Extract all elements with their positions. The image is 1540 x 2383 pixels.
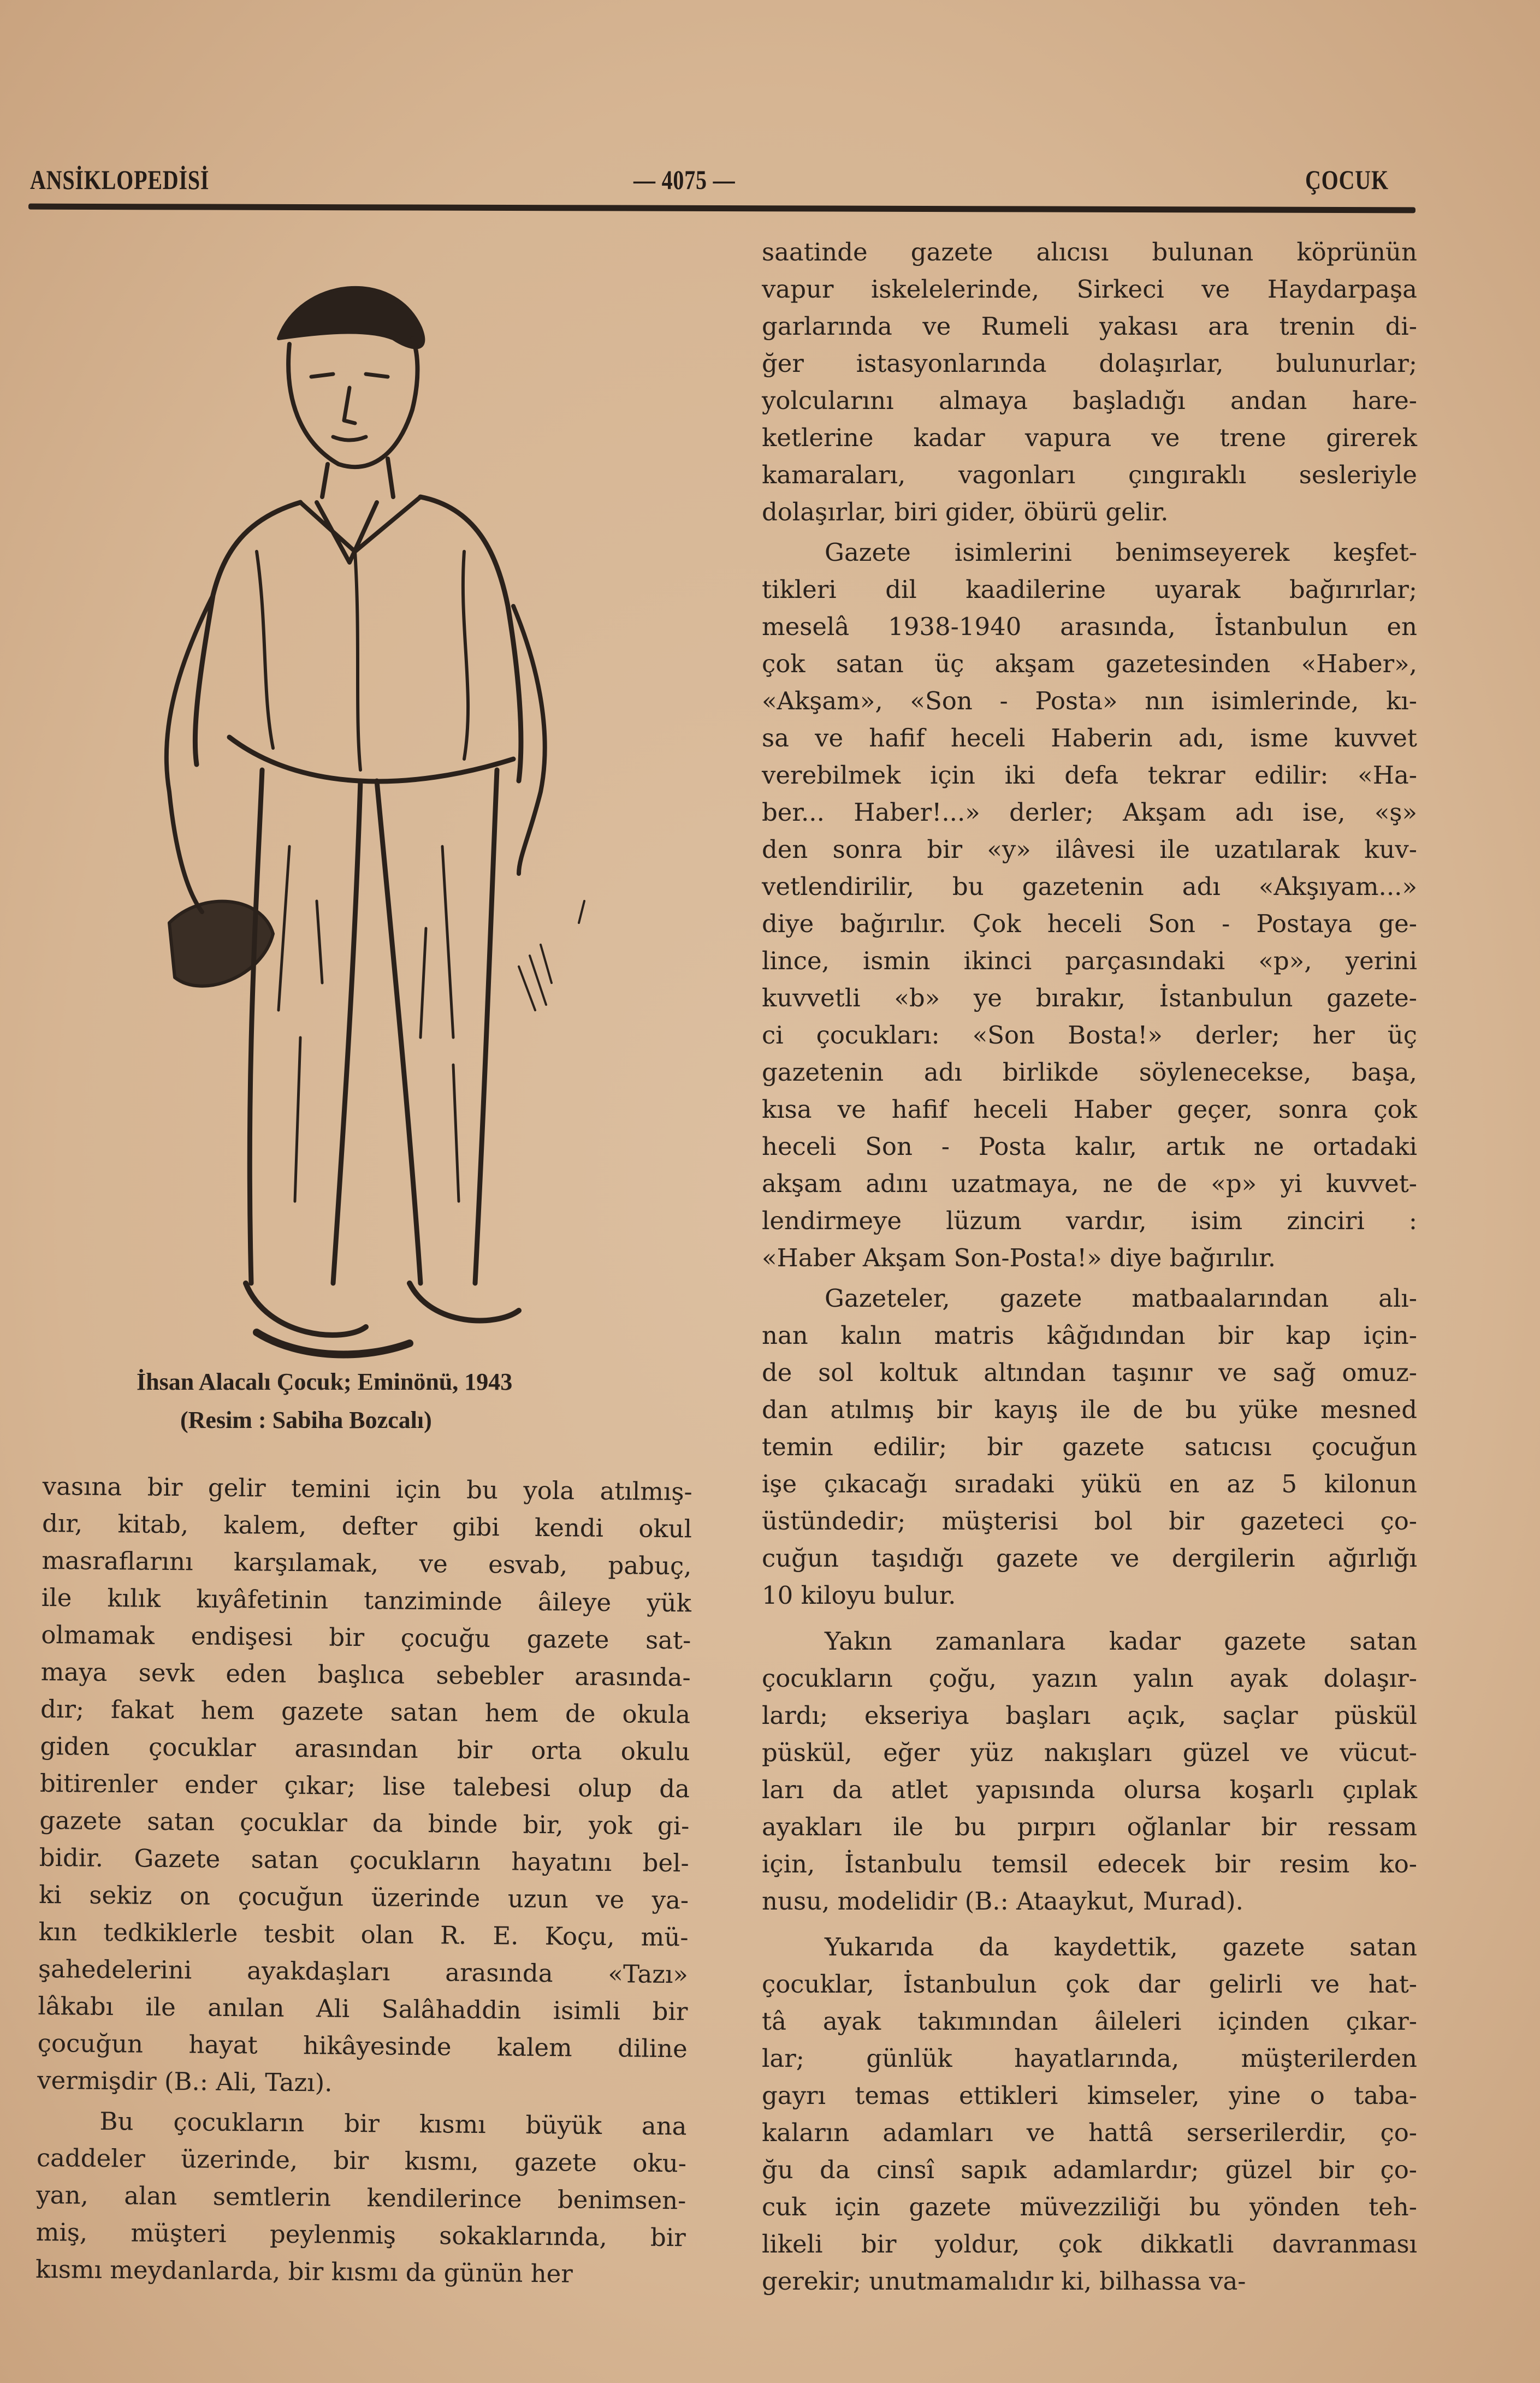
text-line: nusu, modelidir (B.: Ataaykut, Murad). [762,1887,1243,1916]
text-line: lendirmeye lüzum vardır, isim zinciri : [762,1206,1417,1235]
text-line: «Akşam», «Son - Posta» nın isimlerinde, kı- [762,686,1417,715]
text-line: Gazeteler, gazete matbaalarından alı- [825,1284,1417,1313]
text-line: kısmı meydanlarda, bir kısmı da günün her [35,2254,573,2289]
text-line: cuk için gazete müvezziliği bu yönden teh- [762,2192,1417,2221]
text-line: den sonra bir «y» ilâvesi ile uzatılarak kuv- [762,835,1417,864]
text-line: bitirenler ender çıkar; lise talebesi olup da [39,1768,690,1804]
text-line: gerekir; unutmamalıdır ki, bilhassa va- [762,2267,1246,2296]
text-line: ki sekiz on çocuğun üzerinde uzun ve ya- [38,1880,689,1915]
text-line: çocukların çoğu, yazın yalın ayak dolaşır- [762,1664,1417,1693]
text-line: nan kalın matris kâğıdından bir kap için- [762,1321,1417,1350]
paragraph [762,234,1417,531]
paragraph [762,1280,1417,1614]
text-line: Yukarıda da kaydettik, gazete satan [825,1933,1417,1961]
text-line: giden çocuklar arasından bir orta okulu [40,1731,690,1766]
text-line: gazetenin adı birlikde söylenecekse, başa, [762,1058,1417,1087]
text-line: gazete satan çocuklar da binde bir, yok gi- [39,1805,690,1841]
text-line: olmamak endişesi bir çocuğu gazete sat- [41,1620,691,1655]
text-line: vermişdir (B.: Ali, Tazı). [37,2065,333,2097]
text-line: sa ve hafif heceli Haberin adı, isme kuvvet [762,724,1417,752]
running-header-left: ANSİKLOPEDİSİ [30,164,210,195]
text-line: ayakları ile bu pırpırı oğlanlar bir ressam [762,1812,1417,1841]
text-line: maya sevk eden başlıca sebebler arasında- [40,1657,691,1692]
paragraph [762,534,1417,1277]
right-text-column [762,234,1417,2300]
page-number: — 4075 — [633,164,736,195]
text-line: ber... Haber!...» derler; Akşam adı ise, «ş» [762,798,1417,827]
text-line: Gazete isimlerini benimseyerek keşfet- [825,538,1417,567]
figure-credit: (Resim : Sabiha Bozcalı) [180,1407,432,1433]
text-line: çocuklar, İstanbulun çok dar gelirli ve hat- [762,1970,1417,1999]
text-line: lâkabı ile anılan Ali Salâhaddin isimli bir [38,1991,688,2026]
text-line: çok satan üç akşam gazetesinden «Haber», [762,649,1417,678]
text-line: de sol koltuk altından taşınır ve sağ omuz- [762,1358,1417,1387]
text-line: püskül, eğer yüz nakışları güzel ve vücut- [762,1738,1417,1767]
text-line: yan, alan semtlerin kendilerince benimsen- [36,2180,686,2215]
text-line: «Haber Akşam Son-Posta!» diye bağırılır. [762,1243,1276,1272]
paragraph [37,1468,692,2105]
text-line: ci çocukları: «Son Bosta!» derler; her üç [762,1021,1417,1050]
text-line: lardı; ekseriya başları açık, saçlar püskül [762,1701,1417,1730]
text-line: gayrı temas ettikleri kimseler, yine o taba- [762,2081,1417,2110]
text-line: likeli bir yoldur, çok dikkatli davranması [762,2230,1417,2258]
text-line: tâ ayak takımından âileleri içinden çıkar- [762,2007,1417,2036]
paragraph [762,1623,1417,1920]
paragraph [762,1929,1417,2300]
text-line: Bu çocukların bir kısmı büyük ana [99,2106,687,2141]
figure-caption: İhsan Alacalı Çocuk; Eminönü, 1943 [137,1368,513,1395]
text-line: ğu da cinsî sapık adamlardır; güzel bir ço- [762,2155,1417,2184]
text-line: verebilmek için iki defa tekrar edilir: «Ha- [762,761,1417,790]
paragraph [35,2102,687,2293]
text-line: meselâ 1938-1940 arasında, İstanbulun en [762,612,1417,641]
text-line: dan atılmış bir kayış ile de bu yüke mesned [762,1395,1417,1424]
text-line: masraflarını karşılamak, ve esvab, pabuç, [42,1545,692,1581]
left-text-column [35,1468,692,2293]
text-line: şahedelerini ayakdaşları arasında «Tazı» [38,1954,689,1989]
text-line: ile kılık kıyâfetinin tanziminde âileye yük [41,1582,692,1618]
text-line: vapur iskelelerinde, Sirkeci ve Haydarpaşa [762,275,1417,304]
text-line: cuğun taşıdığı gazete ve dergilerin ağırlığı [762,1544,1417,1573]
text-line: vetlendirilir, bu gazetenin adı «Akşıyam...» [762,872,1417,901]
running-header-right: ÇOCUK [1305,164,1389,195]
text-line: caddeler üzerinde, bir kısmı, gazete oku- [36,2143,687,2178]
text-line: kamaraları, vagonları çıngıraklı sesleriyle [762,460,1417,489]
text-line: dır; fakat hem gazete satan hem de okula [40,1694,691,1729]
text-line: Yakın zamanlara kadar gazete satan [825,1627,1417,1656]
text-line: ğer istasyonlarında dolaşırlar, bulunurlar; [762,349,1417,378]
text-line: yolcularını almaya başladığı andan hare- [762,386,1417,415]
text-line: işe çıkacağı sıradaki yükü en az 5 kilonun [762,1469,1417,1498]
text-line: lar; günlük hayatlarında, müşterilerden [762,2044,1417,2073]
text-line: miş, müşteri peylenmiş sokaklarında, bir [35,2217,686,2252]
text-line: temin edilir; bir gazete satıcısı çocuğun [762,1432,1417,1461]
text-line: çocuğun hayat hikâyesinde kalem diline [37,2028,688,2064]
text-line: kuvvetli «b» ye bırakır, İstanbulun gazete- [762,983,1417,1012]
text-line: kaların adamları ve hattâ serserilerdir, ço- [762,2118,1417,2147]
text-line: bidir. Gazete satan çocukların hayatını bel- [39,1842,689,1878]
text-line: saatinde gazete alıcısı bulunan köprünün [762,238,1417,266]
text-line: lince, ismin ikinci parçasındaki «p», yerini [762,946,1417,975]
text-line: üstündedir; müşterisi bol bir gazeteci ço- [762,1507,1417,1536]
text-line: diye bağırılır. Çok heceli Son - Postaya ge- [762,909,1417,938]
text-line: dolaşırlar, biri gider, öbürü gelir. [762,497,1169,526]
text-line: tikleri dil kaadilerine uyarak bağırırlar; [762,575,1417,604]
header-rule [28,204,1415,214]
text-line: için, İstanbulu temsil edecek bir resim ko- [762,1850,1417,1878]
text-line: 10 kiloyu bulur. [762,1581,956,1610]
text-line: dır, kitab, kalem, defter gibi kendi okul [42,1508,692,1544]
text-line: ketlerine kadar vapura ve trene girerek [762,423,1417,452]
newsboy-illustration [137,246,617,1371]
text-line: akşam adını uzatmaya, ne de «p» yi kuvvet- [762,1169,1417,1198]
text-line: vasına bir gelir temini için bu yola atılmış- [42,1471,692,1507]
text-line: ları da atlet yapısında olursa koşarlı çıplak [762,1775,1417,1804]
text-line: garlarında ve Rumeli yakası ara trenin di- [762,312,1417,341]
text-line: kısa ve hafif heceli Haber geçer, sonra çok [762,1095,1417,1124]
text-line: kın tedkiklerle tesbit olan R. E. Koçu, mü- [38,1917,689,1952]
text-line: heceli Son - Posta kalır, artık ne ortadaki [762,1132,1417,1161]
